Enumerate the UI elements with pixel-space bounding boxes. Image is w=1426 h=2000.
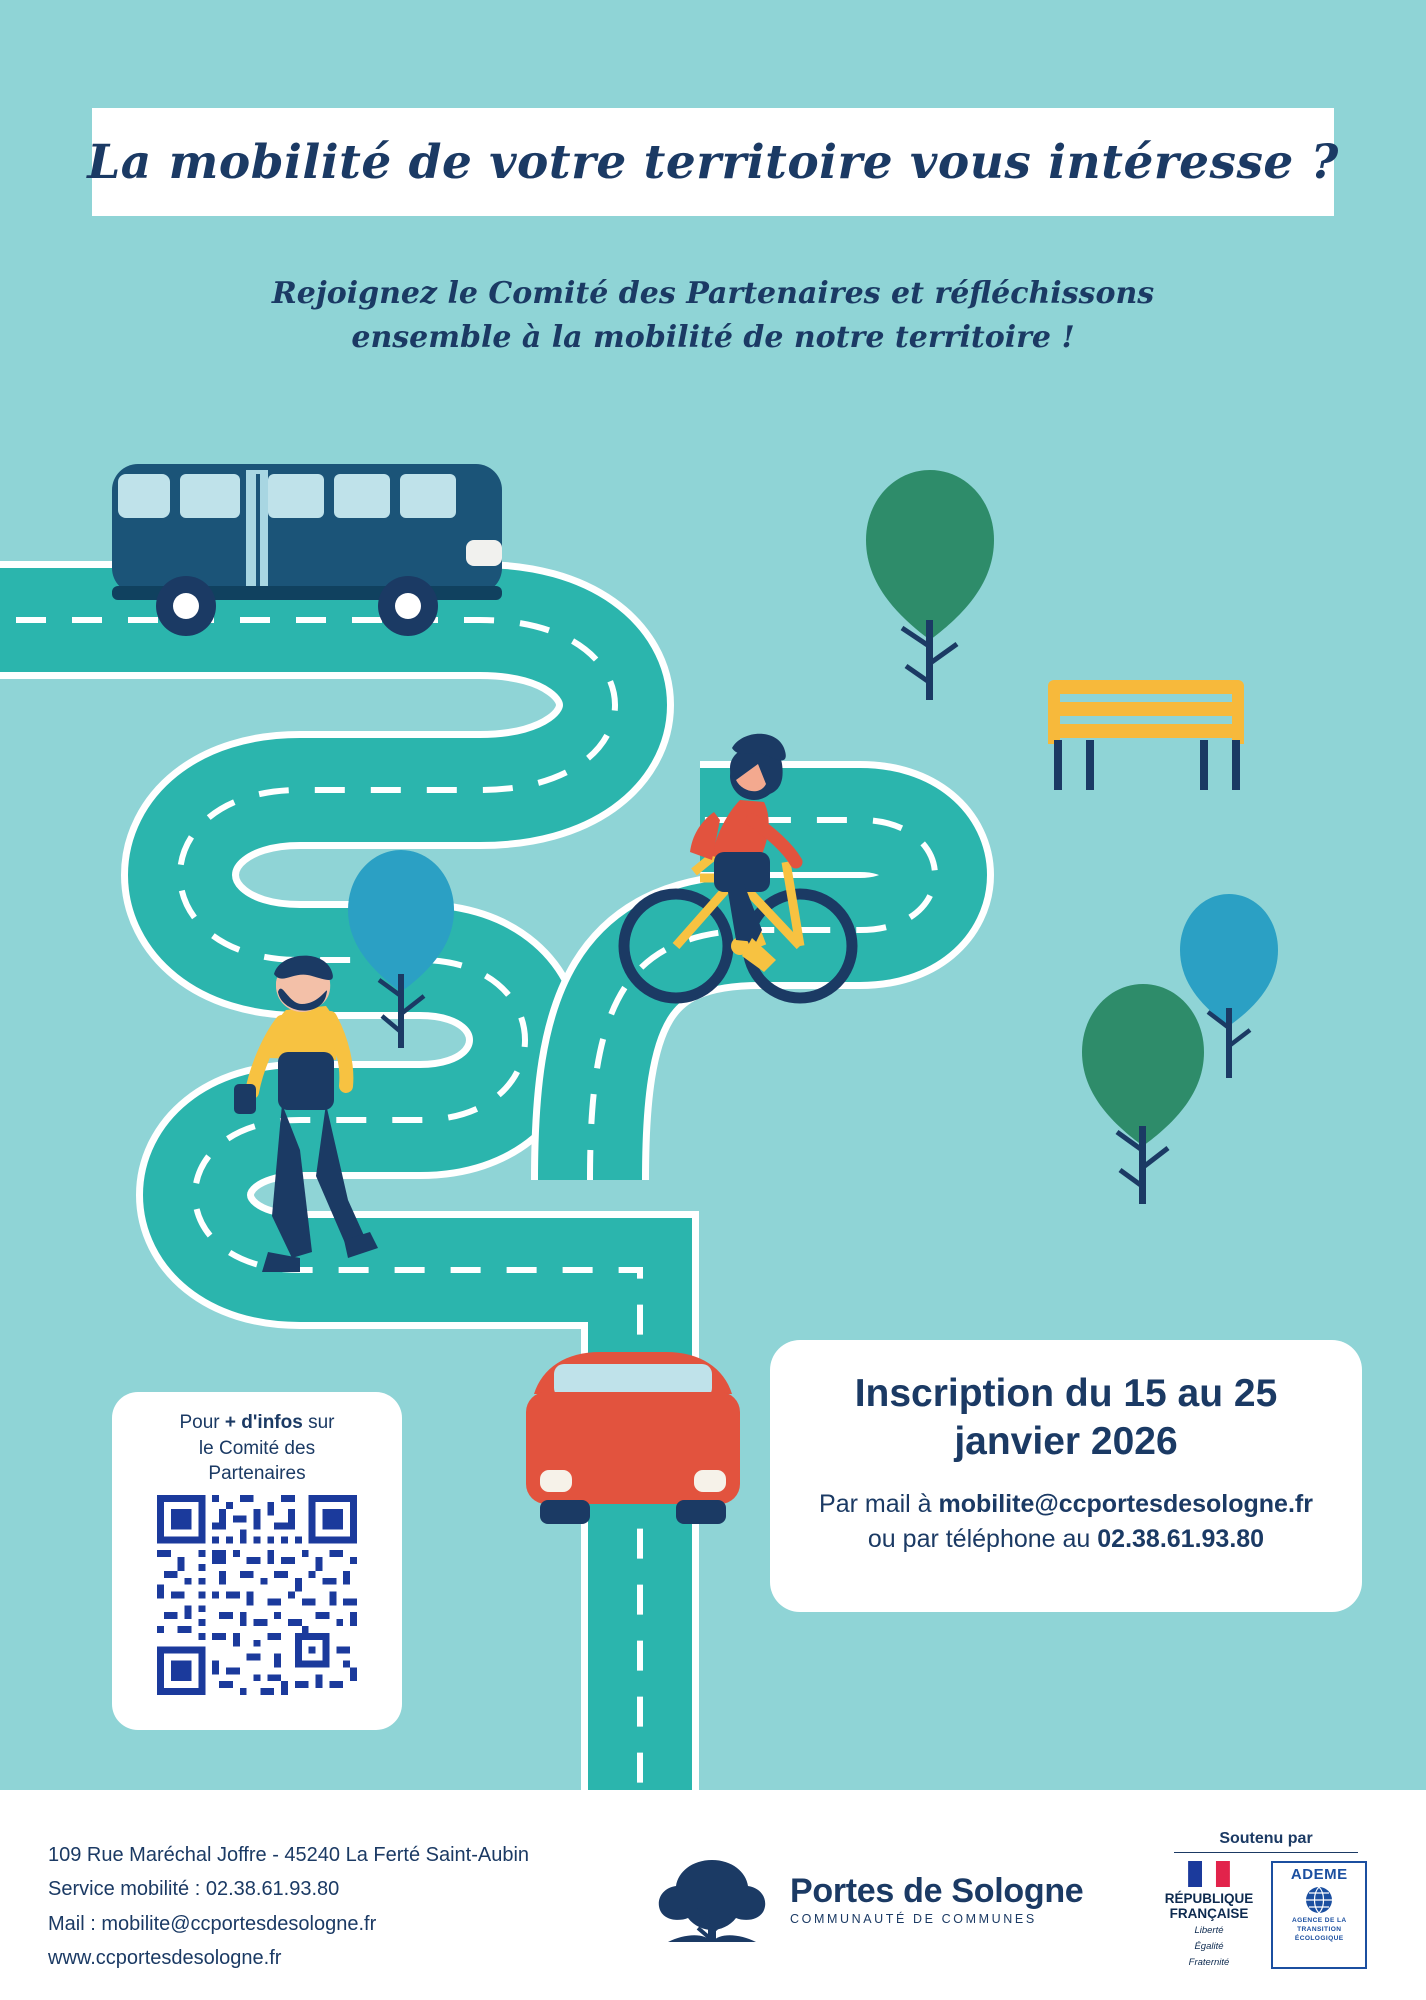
- inscription-title-line-2: janvier 2026: [954, 1419, 1178, 1463]
- inscription-phone-prefix: ou par téléphone au: [867, 1524, 1098, 1553]
- qr-code[interactable]: [157, 1495, 357, 1695]
- support-logos: [1146, 1861, 1386, 1969]
- inscription-title: [796, 1370, 1336, 1465]
- logo-tagline: COMMUNAUTÉ DE COMMUNES: [790, 1912, 1037, 1927]
- inscription-mail-prefix: Par mail à: [819, 1490, 939, 1519]
- republique-line-1: RÉPUBLIQUE: [1164, 1891, 1254, 1906]
- poster-title-banner: [87, 108, 1339, 216]
- republique-line-2: FRANÇAISE: [1169, 1906, 1249, 1922]
- inscription-card: [770, 1340, 1362, 1612]
- motto-egalite: Égalité: [1194, 1941, 1224, 1953]
- inscription-phone-line: [796, 1522, 1336, 1557]
- qr-caption-suffix: sur: [302, 1412, 335, 1433]
- globe-icon: [1304, 1885, 1334, 1915]
- inscription-title-line-1: Inscription du 15 au 25: [854, 1372, 1278, 1415]
- tree-icon: [866, 470, 994, 700]
- qr-info-card: [112, 1392, 402, 1730]
- qr-caption: [180, 1410, 335, 1487]
- contact-phone[interactable]: 02.38.61.93.80: [1097, 1524, 1265, 1553]
- ademe-tag-line-1: AGENCE DE LA: [1291, 1917, 1347, 1924]
- ademe-name: ADEME: [1290, 1866, 1348, 1883]
- ademe-tag-line-3: ÉCOLOGIQUE: [1294, 1934, 1344, 1942]
- qr-caption-prefix: Pour: [179, 1412, 225, 1433]
- tree-icon: [1082, 984, 1204, 1204]
- contact-email[interactable]: mobilite@ccportesdesologne.fr: [938, 1490, 1313, 1519]
- logo-name: Portes de Sologne: [790, 1872, 1084, 1911]
- footer: [0, 1790, 1426, 2000]
- tree-logo-icon: [648, 1852, 776, 1948]
- bench-icon: [1048, 680, 1244, 790]
- inscription-mail-line: [796, 1487, 1336, 1522]
- ademe-tag-line-2: TRANSITION: [1297, 1925, 1342, 1933]
- poster-subtitle: [0, 272, 1426, 359]
- car-icon: [526, 1352, 740, 1524]
- subtitle-line-2: ensemble à la mobilité de notre territoire !: [351, 319, 1075, 355]
- ademe-logo: [1271, 1861, 1367, 1969]
- qr-caption-line2: le Comité des: [198, 1437, 316, 1459]
- logo-text-block: [790, 1874, 1083, 1926]
- qr-caption-line3: Partenaires: [208, 1463, 306, 1485]
- footer-website[interactable]: www.ccportesdesologne.fr: [48, 1947, 282, 1970]
- support-block: [1146, 1830, 1386, 1969]
- support-label: Soutenu par: [1219, 1830, 1313, 1847]
- footer-service-phone: Service mobilité : 02.38.61.93.80: [48, 1878, 340, 1901]
- portes-de-sologne-logo: [648, 1852, 1083, 1948]
- footer-address-block: [48, 1838, 529, 1976]
- qr-caption-bold: + d'infos: [224, 1412, 303, 1433]
- page-title: La mobilité de votre territoire vous intéresse ?: [87, 134, 1339, 190]
- footer-mail: Mail : mobilite@ccportesdesologne.fr: [48, 1912, 377, 1935]
- motto-fraternite: Fraternité: [1188, 1956, 1230, 1968]
- republique-francaise-logo: [1165, 1861, 1254, 1969]
- inscription-contact: [796, 1487, 1336, 1556]
- footer-address: 109 Rue Maréchal Joffre - 45240 La Ferté Saint-Aubin: [48, 1844, 530, 1866]
- subtitle-line-1: Rejoignez le Comité des Partenaires et réfléchissons: [271, 276, 1155, 311]
- motto-liberte: Liberté: [1194, 1925, 1224, 1937]
- french-flag-icon: [1187, 1861, 1231, 1887]
- support-divider: [1174, 1852, 1358, 1853]
